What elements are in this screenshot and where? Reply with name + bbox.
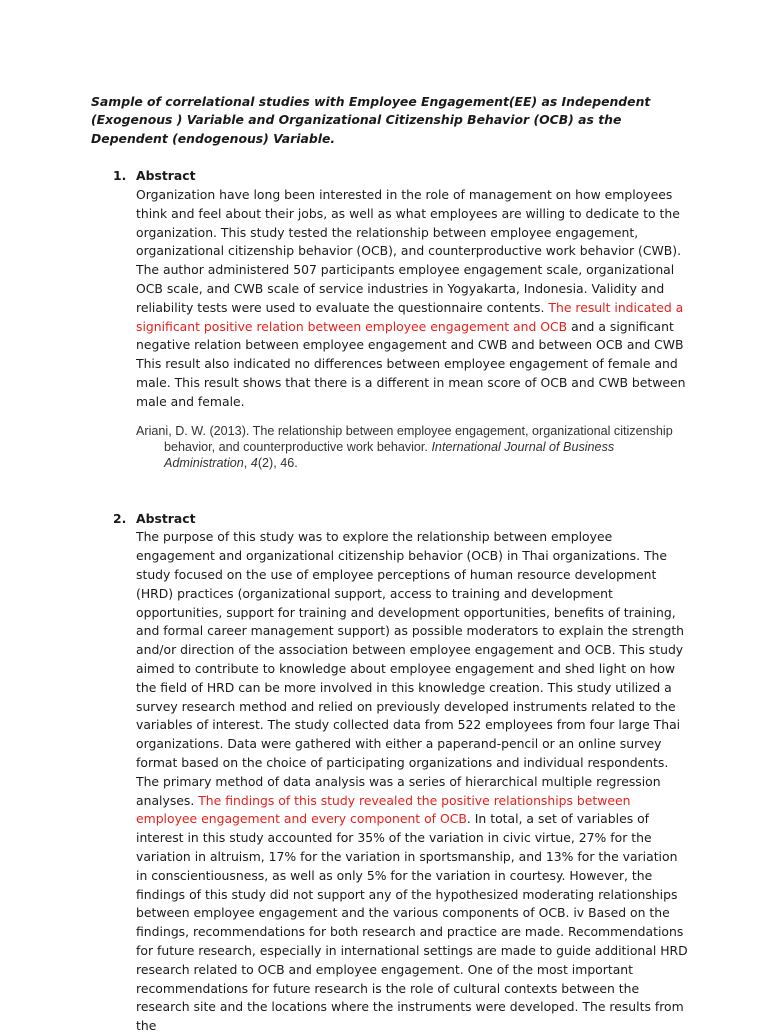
abstract-text: The purpose of this study was to explore the relationship between employee engagement and organizational citizenship behavior (OCB) in Thai organizations. The study focused on the use of employee perceptions of human resource development (HRD) practices (organizational support, access to training and development opportunities, support for training and development opportunities, benefits of training, and formal career management support) as possible moderators to explain the strength and/or direction of the association between employee engagement and OCB. This study aimed to contribute to knowledge about employee engagement and shed light on how the field of HRD can be more involved in this knowledge creation. This study utilized a survey research method and relied on previously developed instruments related to the variables of interest. The study collected data from 522 employees from four large Thai organizations. Data were gathered with either a paperand-pencil or an online survey format based on the choice of participating organizations and individual respondents. The primary method of data analysis was a series of hierarchical multiple regression analyses.	[136, 529, 685, 808]
abstract-text: and a significant negative relation between employee engagement and CWB and between OCB and CWB This result also indicated no differences between employee engagement of female and male. This result shows that there is a different in mean score of OCB and CWB between male and female.	[136, 318, 686, 409]
section-heading: Abstract	[136, 510, 196, 526]
abstract-body	[136, 186, 691, 412]
reference-authors-title: Ariani, D. W. (2013). The relationship between employee engagement, organizational citizenship behavior, and counterproductive work behavior.	[136, 423, 673, 454]
reference-separator: ,	[243, 455, 251, 470]
reference-issue-pages: (2), 46.	[257, 455, 298, 470]
section-number: 2.	[113, 510, 127, 526]
reference-journal: International Journal of Business Administration	[164, 439, 615, 470]
document-title: Sample of correlational studies with Employee Engagement(EE) as Independent (Exogenous ) Variable and Organizational Citizenship Behavior (OCB) as the Dependent (endogenous) Variable.	[91, 94, 651, 146]
reference-citation	[136, 423, 691, 471]
highlighted-finding: The findings of this study revealed the positive relationships between employee engagement and every component of OCB	[136, 792, 631, 827]
section-number: 1.	[113, 168, 127, 184]
section-spacer	[91, 471, 683, 510]
abstract-section-2	[91, 510, 688, 1036]
abstract-text: Organization have long been interested in the role of management on how employees think and feel about their jobs, as well as what employees are willing to dedicate to the organization. This study tested the relationship between employee engagement, organizational citizenship behavior (OCB), and counterproductive work behavior (CWB). The author administered 507 participants employee engagement scale, organizational OCB scale, and CWB scale of service industries in Yogyakarta, Indonesia. Validity and reliability tests were used to evaluate the questionnaire contents.	[136, 187, 682, 315]
abstract-section-1	[91, 167, 686, 470]
highlighted-finding: The result indicated a significant positive relation between employee engagement and OCB	[136, 299, 684, 334]
abstract-text: . In total, a set of variables of interest in this study accounted for 35% of the variation in civic virtue, 27% for the variation in altruism, 17% for the variation in sportsmanship, and 13% for the variation in conscientiousness, as well as only 5% for the variation in courtesy. However, the findings of this study did not support any of the hypothesized moderating relationships between employee engagement and the various components of OCB. iv Based on the findings, recommendations for both research and practice are made. Recommendations for future research, especially in international settings are made to guide additional HRD research related to OCB and employee engagement. One of the most important recommendations for future research is the role of cultural contexts between the research site and the locations where the instruments were developed. The results from the	[136, 811, 688, 1034]
abstract-body	[136, 528, 691, 1036]
section-heading: Abstract	[136, 168, 196, 184]
reference-volume: 4	[250, 455, 258, 470]
